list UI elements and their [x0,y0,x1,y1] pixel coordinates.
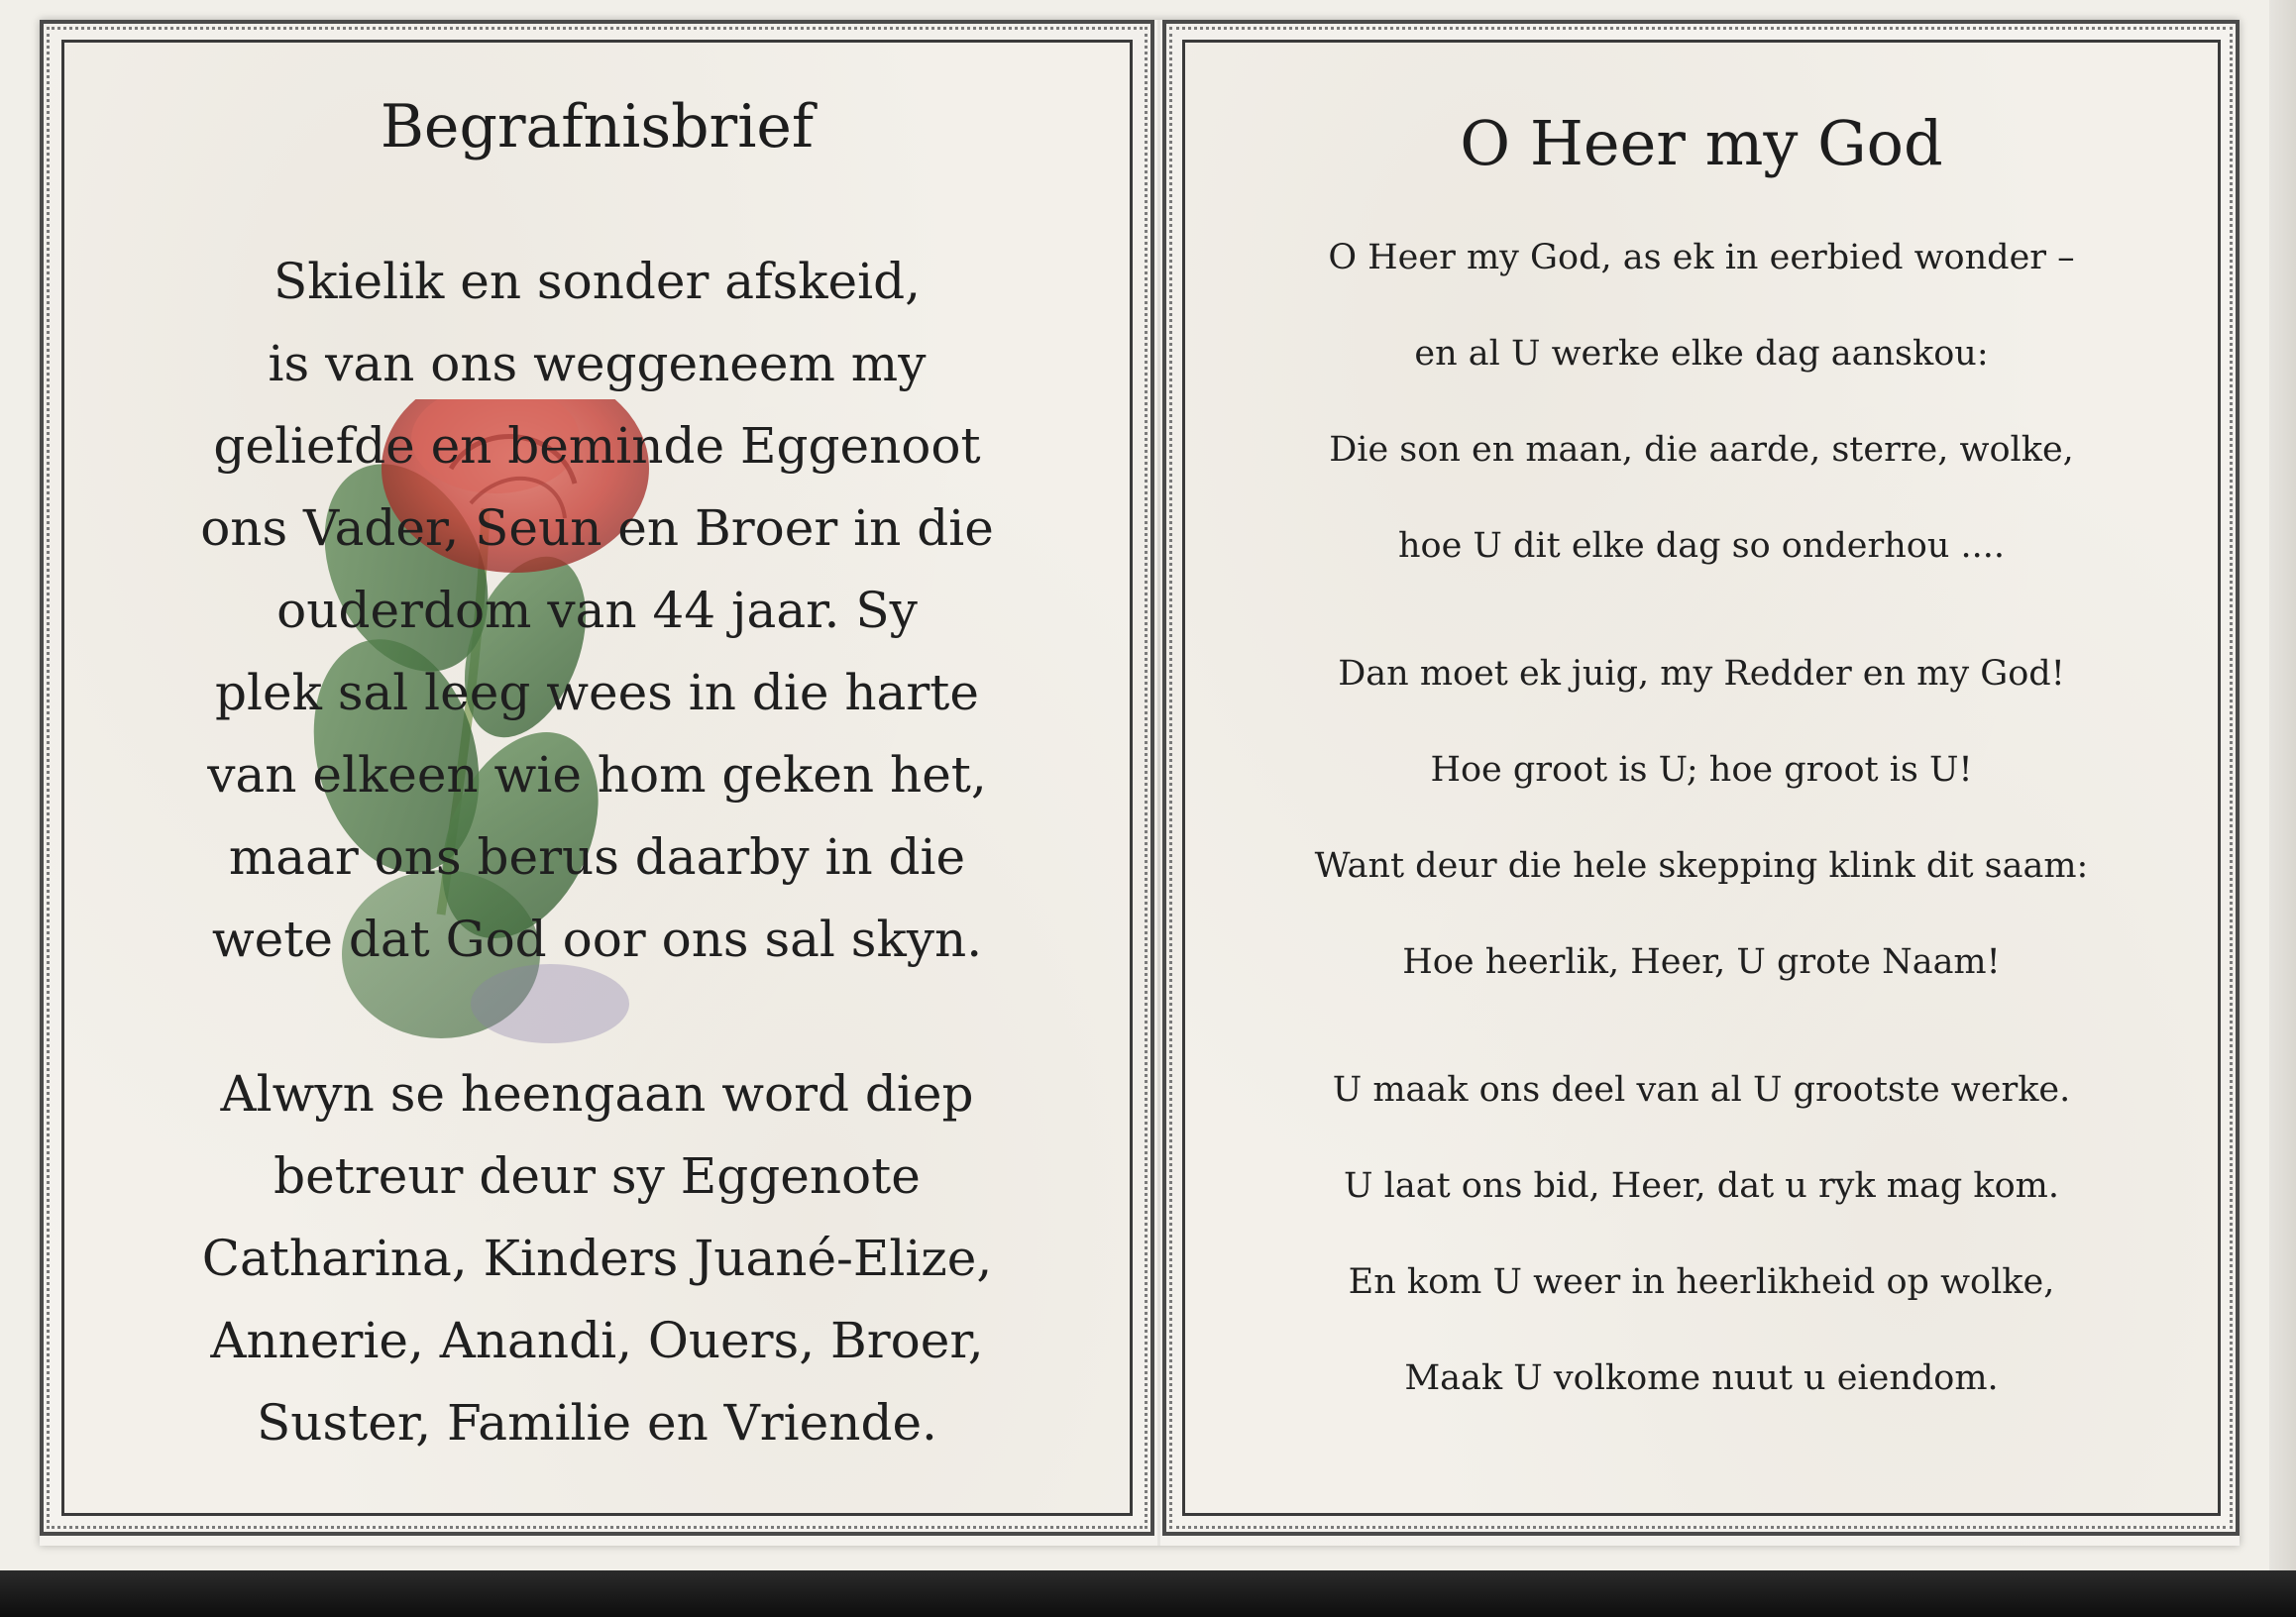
left-panel [61,40,1133,1516]
text-line: ouderdom van 44 jaar. Sy [276,582,918,639]
text-line: maar ons berus daarby in die [228,828,966,886]
text-line: ons Vader, Seun en Broer in die [200,499,994,557]
right-title: O Heer my God [1460,107,1943,179]
verse-line: O Heer my God, as ek in eerbied wonder – [1328,238,2075,277]
verse-line: U laat ons bid, Heer, dat u ryk mag kom. [1344,1166,2059,1206]
scan-shadow [0,1570,2296,1617]
verse-line: U maak ons deel van al U grootste werke. [1332,1070,2071,1110]
verse-line: Hoe groot is U; hoe groot is U! [1430,750,1973,790]
text-line: Catharina, Kinders Juané-Elize, [201,1230,993,1287]
left-panel-frame [40,20,1154,1536]
text-line: van elkeen wie hom geken het, [207,746,987,804]
funeral-card [40,20,2240,1546]
verse-line: hoe U dit elke dag so onderhou .... [1397,526,2006,566]
verse-line: Dan moet ek juig, my Redder en my God! [1338,654,2065,694]
left-title: Begrafnisbrief [380,92,815,162]
fold-line [1157,20,1160,1546]
right-panel-frame [1162,20,2240,1536]
right-panel [1182,40,2221,1516]
left-paragraph-2 [64,1053,1130,1464]
text-line: betreur deur sy Eggenote [273,1147,921,1205]
text-line: is van ons weggeneem my [268,335,927,392]
left-paragraph-1 [64,241,1130,981]
text-line: geliefde en beminde Eggenoot [213,417,981,475]
page-edge [2269,0,2296,1570]
verse-line: Maak U volkome nuut u eiendom. [1404,1358,1999,1398]
text-line: Suster, Familie en Vriende. [257,1394,937,1452]
text-line: plek sal leeg wees in die harte [215,664,979,721]
hymn-verses [1185,226,2218,1411]
text-line: Alwyn se heengaan word diep [220,1065,974,1123]
verse-line: Hoe heerlik, Heer, U grote Naam! [1402,942,2001,982]
text-line: wete dat God oor ons sal skyn. [211,911,983,968]
text-line: Skielik en sonder afskeid, [273,253,922,310]
verse-line: en al U werke elke dag aanskou: [1414,334,1989,374]
verse-line: Want deur die hele skepping klink dit saam: [1314,846,2089,886]
stanza-gap [1185,579,2218,642]
verse-line: Die son en maan, die aarde, sterre, wolke, [1329,430,2074,470]
verse-line: En kom U weer in heerlikheid op wolke, [1348,1262,2055,1302]
text-line: Annerie, Anandi, Ouers, Broer, [210,1312,984,1369]
stanza-gap [1185,995,2218,1058]
